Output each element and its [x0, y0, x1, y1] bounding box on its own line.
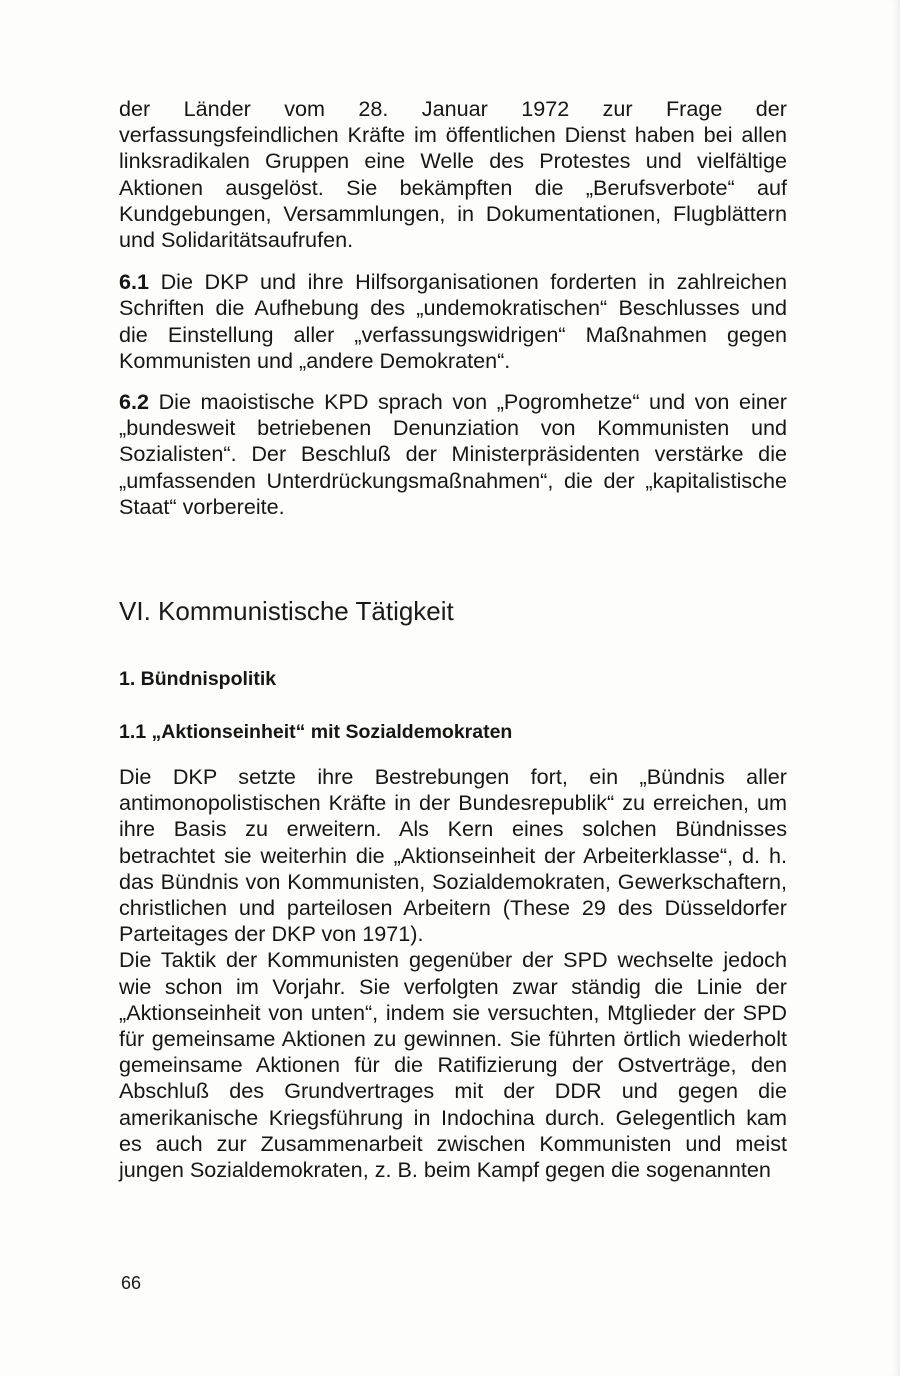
- subsection-heading: 1.1 „Aktionseinheit“ mit Sozialdemokraten: [119, 721, 513, 744]
- numbered-paragraph-6-2: [119, 389, 787, 520]
- section-heading: 1. Bündnispolitik: [119, 668, 277, 691]
- paragraph-text: Die DKP und ihre Hilfsorganisationen forderten in zahlreichen Schriften die Aufhebung des „undemokratischen“ Beschlusses und die Einstellung aller „verfassungswidrigen“ Maßnahmen gegen Kommunisten und „andere Demokraten“.: [119, 269, 788, 373]
- paragraph-number: 6.1: [119, 269, 150, 295]
- page-number: 66: [121, 1273, 142, 1293]
- chapter-heading: VI. Kommunistische Tätigkeit: [119, 596, 454, 627]
- body-paragraph: Die DKP setzte ihre Bestrebungen fort, ein „Bündnis aller antimonopolistischen Kräfte in der Bundesrepublik“ zu erreichen, um ihre Basis zu erweitern. Als Kern eines solchen Bündnisses betrachtet sie weiterhin die „Aktionseinheit der Arbeiterklasse“, d. h. das Bündnis von Kommunisten, Sozialdemokraten, Gewerkschaftern, christlichen und parteilosen Arbeitern (These 29 des Düsseldorfer Parteitages der DKP von 1971).: [119, 764, 787, 947]
- intro-paragraph: der Länder vom 28. Januar 1972 zur Frage der verfassungsfeindlichen Kräfte im öffentlichen Dienst haben bei allen linksradikalen Gruppen eine Welle des Protestes und vielfältige Aktionen ausgelöst. Sie bekämpften die „Berufsverbote“ auf Kundgebungen, Versammlungen, in Dokumentationen, Flugblättern und Solidaritätsaufrufen.: [119, 96, 787, 253]
- paragraph-number: 6.2: [119, 389, 150, 415]
- numbered-paragraph-6-1: [119, 269, 787, 374]
- body-paragraph: Die Taktik der Kommunisten gegenüber der SPD wechselte jedoch wie schon im Vorjahr. Sie verfolgten zwar ständig die Linie der „Aktionseinheit von unten“, indem sie versuchten, Mtglieder der SPD für gemeinsame Aktionen zu gewinnen. Sie führten örtlich wiederholt gemeinsame Aktionen für die Ratifizierung der Ostverträge, den Abschluß des Grundvertrages mit der DDR und gegen die amerikanische Kriegsführung in Indochina durch. Gelegentlich kam es auch zur Zusammenarbeit zwischen Kommunisten und meist jungen Sozialdemokraten, z. B. beim Kampf gegen die sogenannten: [119, 947, 787, 1183]
- page-content: [119, 96, 787, 1183]
- paragraph-text: Die maoistische KPD sprach von „Pogromhetze“ und von einer „bundesweit betriebenen Denunziation von Kommunisten und Sozialisten“. Der Beschluß der Ministerpräsidenten verstärke die „umfassenden Unterdrückungsmaßnahmen“, die der „kapitalistische Staat“ vorbereite.: [119, 389, 787, 519]
